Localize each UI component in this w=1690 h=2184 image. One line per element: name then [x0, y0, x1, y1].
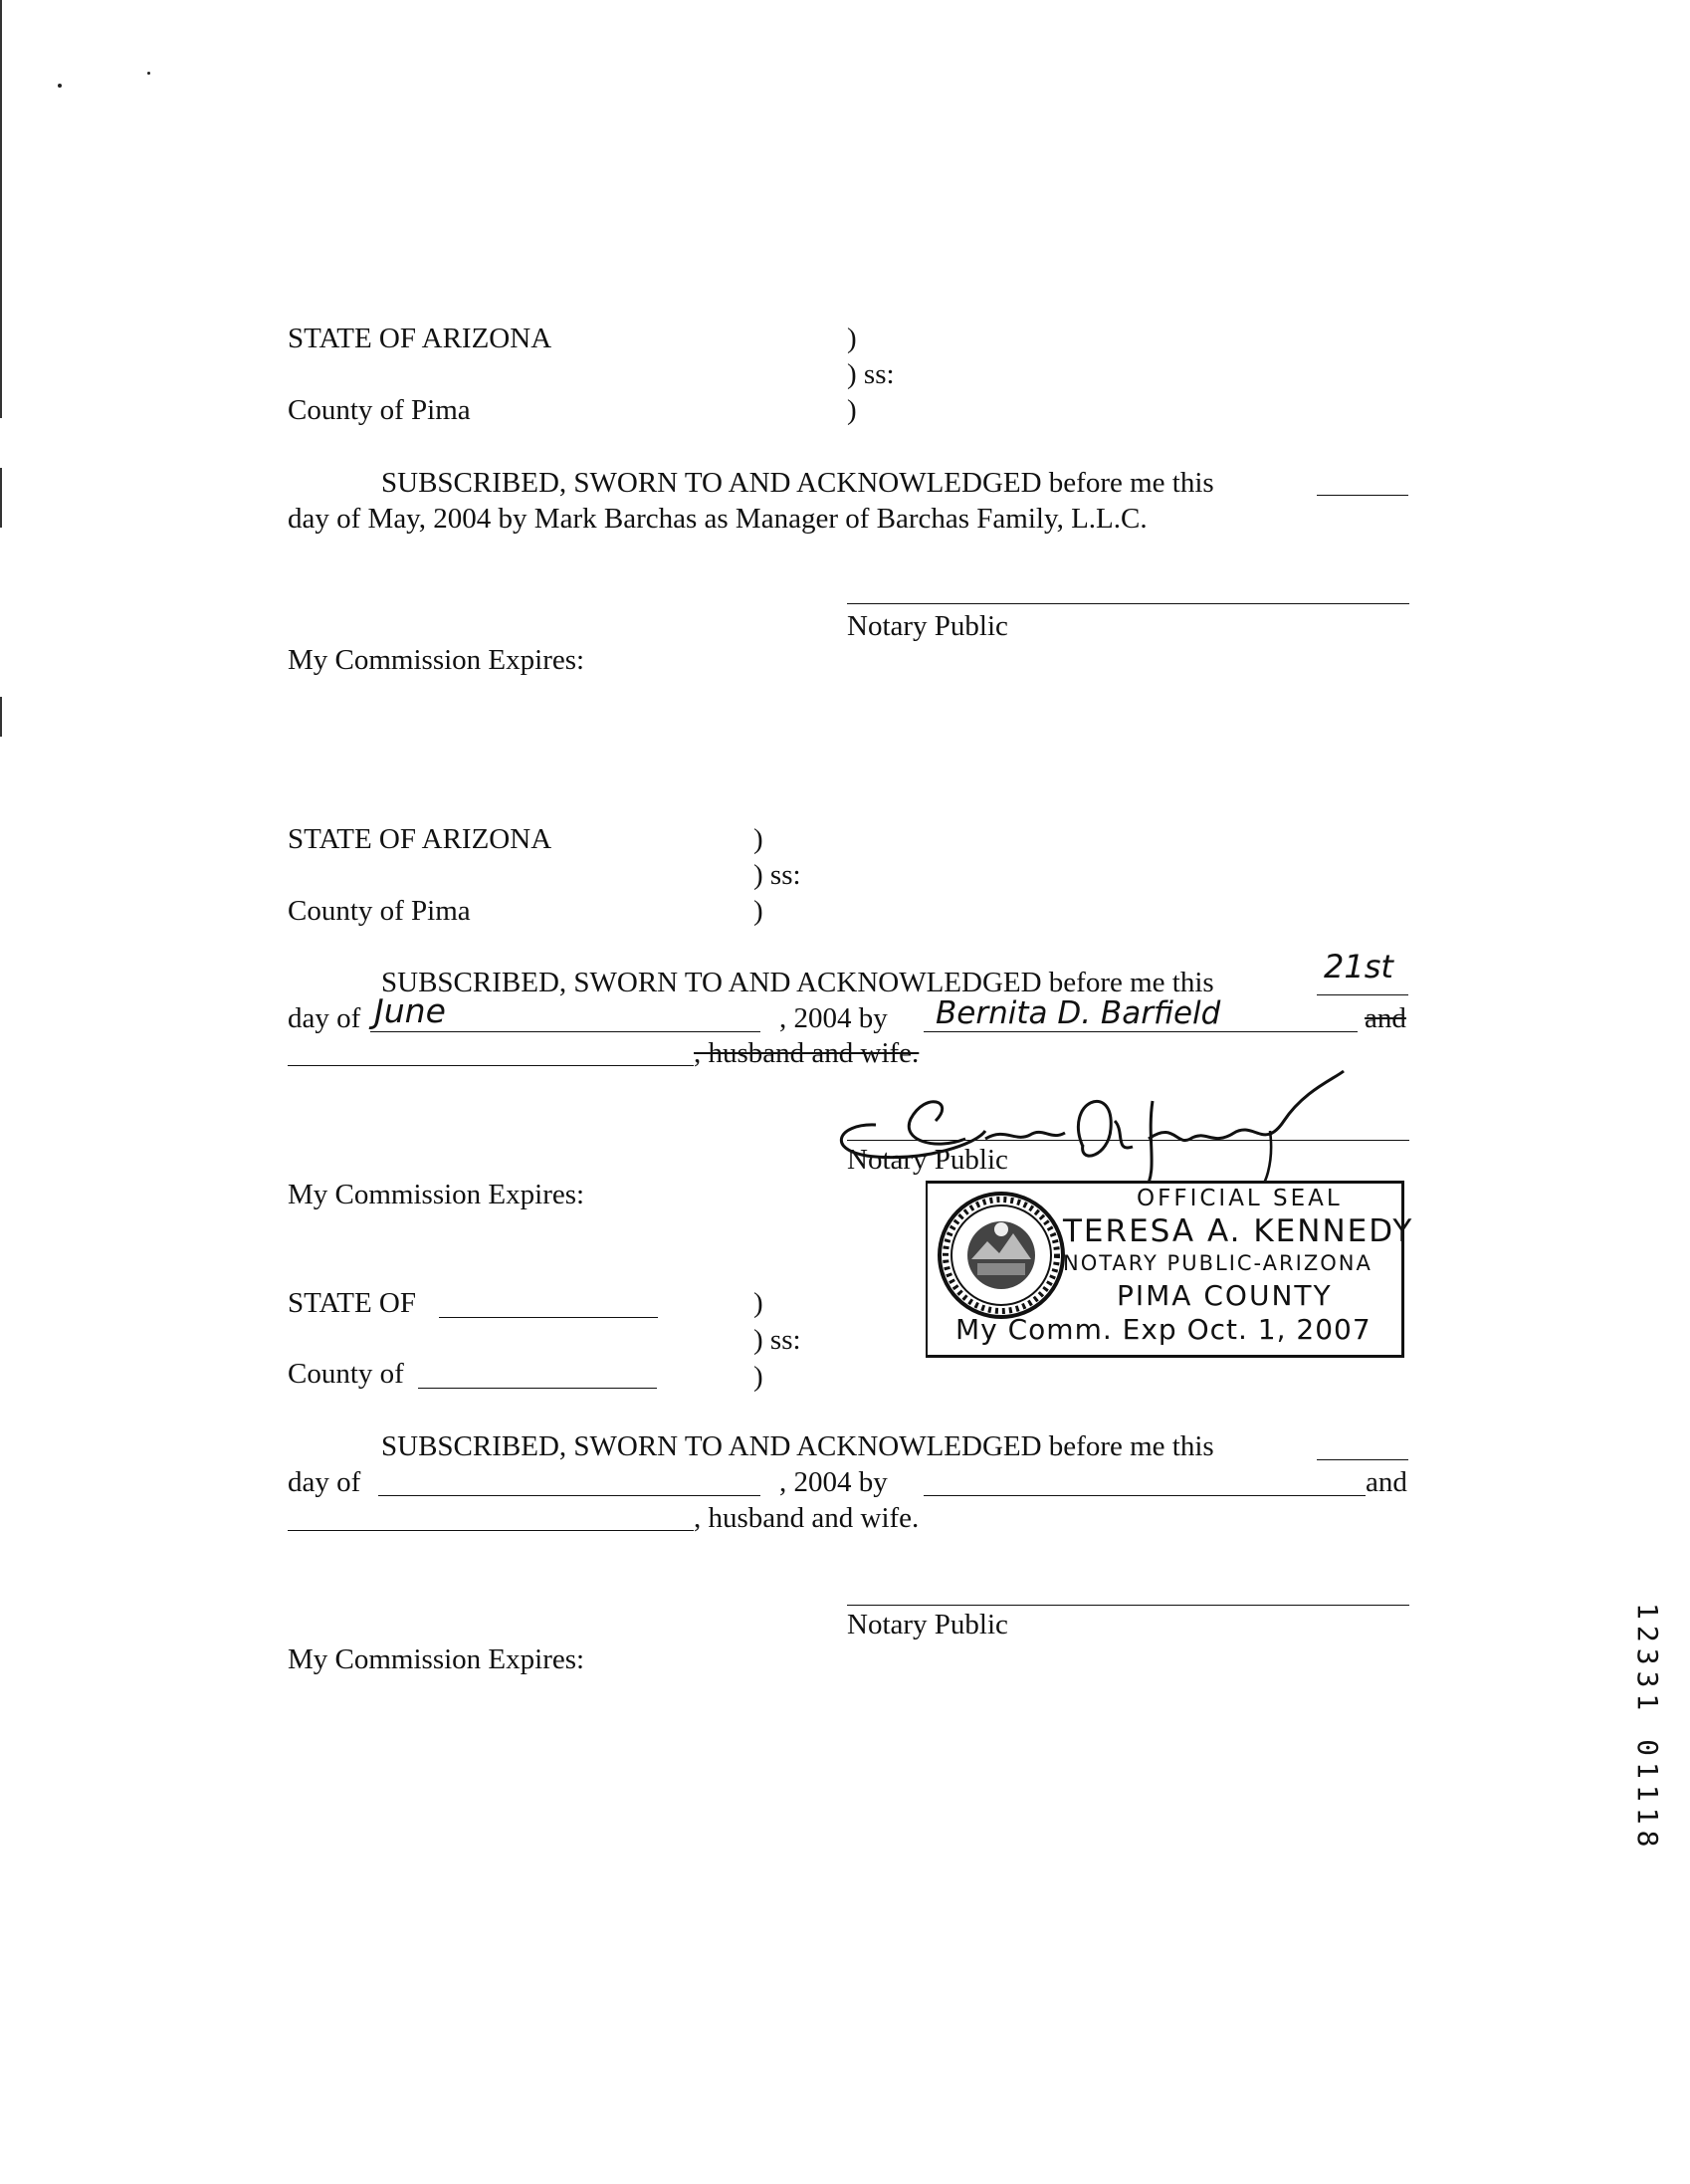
- paren-1a: ): [847, 323, 857, 354]
- husband-wife-struck-2: , husband and wife.: [694, 1037, 920, 1069]
- notary-label-2: Notary Public: [847, 1144, 1008, 1176]
- recording-number: [1630, 1603, 1670, 1901]
- month-blank-3[interactable]: [378, 1495, 760, 1496]
- and-3: and: [1366, 1466, 1407, 1498]
- second-name-blank-3[interactable]: [288, 1530, 694, 1531]
- scan-edge: [0, 468, 2, 528]
- day-blank-3[interactable]: [1317, 1459, 1408, 1460]
- ss-3: ) ss:: [753, 1324, 801, 1356]
- month-blank-2[interactable]: [370, 1031, 760, 1032]
- scan-edge: [0, 697, 2, 737]
- seal-line-name: TERESA A. KENNEDY: [1063, 1213, 1414, 1249]
- paren-2c: ): [753, 895, 763, 927]
- subscribed-2: SUBSCRIBED, SWORN TO AND ACKNOWLEDGED before me this: [381, 967, 1214, 998]
- state-label-2: STATE OF ARIZONA: [288, 823, 552, 855]
- commission-label-1: My Commission Expires:: [288, 644, 585, 676]
- handwritten-name-2: Bernita D. Barfield: [936, 995, 1221, 1031]
- notary-signature-line-2[interactable]: [847, 1140, 1409, 1141]
- day-of-3: day of: [288, 1466, 361, 1498]
- state-blank-3[interactable]: [439, 1317, 658, 1318]
- paren-1c: ): [847, 394, 857, 426]
- subscribed-1: SUBSCRIBED, SWORN TO AND ACKNOWLEDGED before me this: [381, 467, 1214, 499]
- notary-signature: [816, 1061, 1373, 1201]
- day-blank-1[interactable]: [1317, 495, 1408, 496]
- and-struck-2: and: [1365, 1002, 1406, 1034]
- name-blank-2[interactable]: [924, 1031, 1358, 1032]
- second-name-blank-2[interactable]: [288, 1065, 694, 1066]
- name-blank-3[interactable]: [924, 1495, 1366, 1496]
- handwritten-month-2: June: [374, 991, 446, 1030]
- notary-signature-line-3[interactable]: [847, 1605, 1409, 1606]
- ss-1: ) ss:: [847, 358, 895, 390]
- notary-label-1: Notary Public: [847, 610, 1008, 642]
- arizona-seal-emblem: [936, 1190, 1067, 1321]
- county-label-3: County of: [288, 1358, 404, 1390]
- notary-signature-line-1[interactable]: [847, 603, 1409, 604]
- day-of-2: day of: [288, 1002, 361, 1034]
- scan-edge: [0, 0, 2, 418]
- county-blank-3[interactable]: [418, 1388, 657, 1389]
- county-label-1: County of Pima: [288, 394, 471, 426]
- seal-line-county: PIMA COUNTY: [1117, 1279, 1333, 1312]
- seal-line-expiration: My Comm. Exp Oct. 1, 2007: [955, 1313, 1372, 1346]
- subscribed-3: SUBSCRIBED, SWORN TO AND ACKNOWLEDGED before me this: [381, 1430, 1214, 1462]
- seal-line-notary-public: NOTARY PUBLIC-ARIZONA: [1063, 1251, 1373, 1275]
- paren-3a: ): [753, 1287, 763, 1319]
- scan-speck: [58, 84, 62, 88]
- state-label-1: STATE OF ARIZONA: [288, 323, 552, 354]
- day-line-1: day of May, 2004 by Mark Barchas as Manager of Barchas Family, L.L.C.: [288, 503, 1148, 535]
- year-by-2: , 2004 by: [779, 1002, 888, 1034]
- husband-wife-3: , husband and wife.: [694, 1502, 920, 1534]
- commission-label-3: My Commission Expires:: [288, 1643, 585, 1675]
- year-by-3: , 2004 by: [779, 1466, 888, 1498]
- handwritten-day-2: 21st: [1324, 948, 1393, 985]
- county-label-2: County of Pima: [288, 895, 471, 927]
- ss-2: ) ss:: [753, 859, 801, 891]
- paren-2a: ): [753, 823, 763, 855]
- commission-label-2: My Commission Expires:: [288, 1179, 585, 1210]
- official-seal-stamp: [926, 1181, 1414, 1358]
- recording-number-text: 12331 01118: [1631, 1603, 1664, 1854]
- state-label-3: STATE OF: [288, 1287, 416, 1319]
- notary-label-3: Notary Public: [847, 1609, 1008, 1640]
- day-blank-2[interactable]: [1317, 994, 1408, 995]
- paren-3c: ): [753, 1361, 763, 1393]
- seal-line-official: OFFICIAL SEAL: [1137, 1186, 1343, 1211]
- scan-speck: [147, 72, 150, 75]
